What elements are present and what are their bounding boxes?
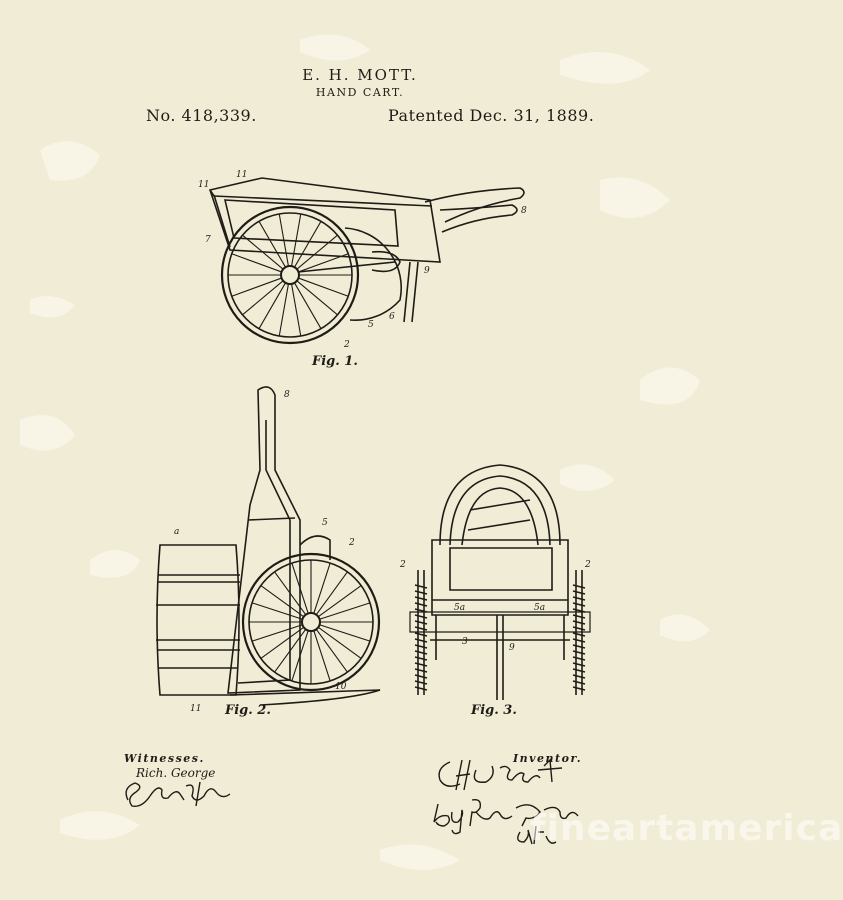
invention-title: HAND CART.: [315, 86, 405, 99]
ref-numeral: 11: [236, 170, 248, 180]
ref-numeral: 2: [585, 560, 591, 570]
ref-numeral: 9: [424, 266, 430, 276]
figure-1-label: Fig. 1.: [312, 354, 358, 369]
ref-numeral: 2: [344, 340, 350, 350]
witnesses-label: Witnesses.: [124, 752, 205, 765]
ref-numeral: 5a: [454, 603, 466, 613]
patent-date: Patented Dec. 31, 1889.: [388, 106, 595, 125]
ref-numeral: 5: [368, 320, 374, 330]
inventor-name: E. H. MOTT.: [302, 66, 418, 84]
ref-numeral: 5a: [534, 603, 546, 613]
ref-numeral: 5: [322, 518, 328, 528]
ref-numeral: 8: [521, 206, 527, 216]
inventor-label: Inventor.: [513, 752, 583, 765]
figure-2-label: Fig. 2.: [225, 703, 271, 718]
ref-numeral: 6: [389, 312, 395, 322]
witness-1-name: Rich. George: [136, 766, 216, 780]
ref-numeral: 11: [190, 704, 202, 714]
watermark: fineartamerica: [530, 808, 843, 849]
ref-numeral: 11: [198, 180, 210, 190]
ref-numeral: 7: [205, 235, 211, 245]
ref-numeral: 8: [284, 390, 290, 400]
ref-numeral: a: [174, 527, 180, 537]
patent-number: No. 418,339.: [146, 106, 257, 125]
ref-numeral: 10: [335, 682, 347, 692]
ref-numeral: 3: [462, 637, 468, 647]
figure-3-label: Fig. 3.: [471, 703, 517, 718]
ref-numeral: 9: [509, 643, 515, 653]
ref-numeral: 2: [349, 538, 355, 548]
ref-numeral: 2: [400, 560, 406, 570]
